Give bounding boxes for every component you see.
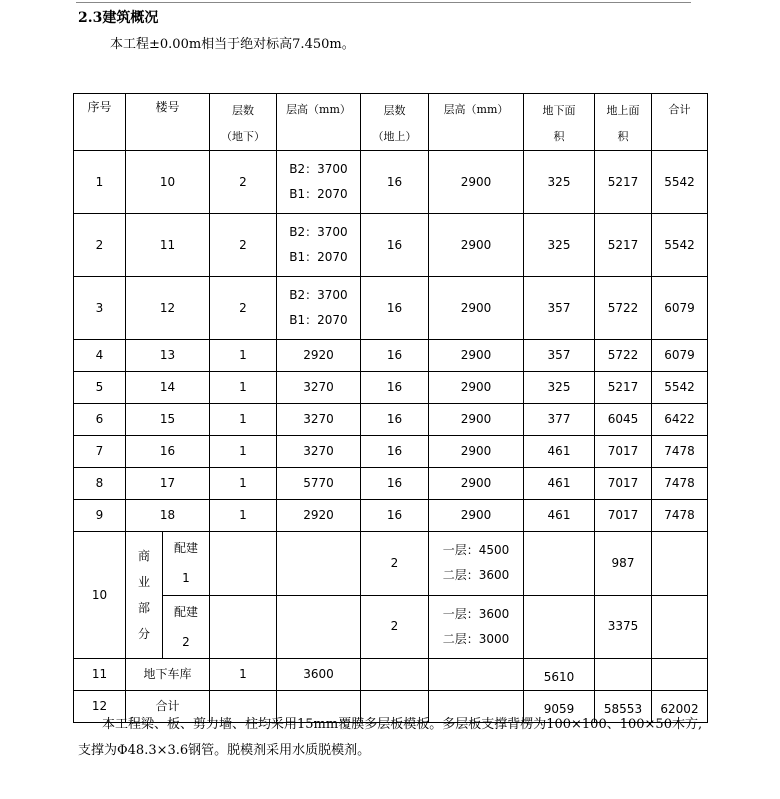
- cell-building: 17: [126, 468, 210, 500]
- description-paragraph: 本工程梁、板、剪力墙、柱均采用15mm覆膜多层板模板。多层板支撑背楞为100×100、100×50木方,支撑为Φ48.3×3.6钢管。脱模剂采用水质脱模剂。: [78, 717, 703, 758]
- cell-area-below: 377: [524, 404, 595, 436]
- table-row: [74, 151, 708, 214]
- cell-seq: 12: [74, 691, 126, 723]
- header-height-above: 层高（mm）: [429, 94, 524, 151]
- cell-height-above: 2900: [429, 436, 524, 468]
- cell-height-above: 2900: [429, 340, 524, 372]
- commercial-inner: [126, 532, 209, 658]
- cell-height-above: 2900: [429, 151, 524, 214]
- table-row: [74, 404, 708, 436]
- building-table: [73, 93, 708, 723]
- intro-text: 本工程±0.00m相当于绝对标高7.450m。: [110, 37, 355, 52]
- cell-area-above: 987: [595, 532, 652, 596]
- cell-area-above: 6045: [595, 404, 652, 436]
- cell-height-below: 2920: [277, 340, 361, 372]
- cell-floors-above: [361, 659, 429, 691]
- cell-floors-above: 16: [361, 214, 429, 277]
- header-floors-above: 层数 （地上）: [361, 94, 429, 151]
- table-row: [74, 468, 708, 500]
- cell-total: [652, 532, 708, 596]
- cell-building: 14: [126, 372, 210, 404]
- section-heading: 2.3建筑概况: [78, 10, 159, 26]
- cell-height-below: B2：3700 B1：2070: [277, 214, 361, 277]
- cell-total: 5542: [652, 372, 708, 404]
- header-seq: 序号: [74, 94, 126, 151]
- table-row-commercial-1: [74, 532, 708, 596]
- cell-seq: 10: [74, 532, 126, 659]
- cell-height-below: 3270: [277, 436, 361, 468]
- cell-area-below: 325: [524, 214, 595, 277]
- cell-floors-below: [210, 595, 277, 659]
- cell-height-below: 3600: [277, 659, 361, 691]
- cell-seq: 8: [74, 468, 126, 500]
- cell-seq: 6: [74, 404, 126, 436]
- cell-floors-below: 1: [210, 404, 277, 436]
- cell-total: [652, 595, 708, 659]
- cell-floors-above: 16: [361, 340, 429, 372]
- header-building: 楼号: [126, 94, 210, 151]
- cell-height-above: 一层：4500 二层：3600: [429, 532, 524, 596]
- cell-total: 6422: [652, 404, 708, 436]
- cell-floors-above: 16: [361, 500, 429, 532]
- cell-floors-below: 1: [210, 659, 277, 691]
- header-area-below: 地下面 积: [524, 94, 595, 151]
- cell-floors-above: 2: [361, 532, 429, 596]
- table-row: [74, 372, 708, 404]
- cell-floors-below: 2: [210, 277, 277, 340]
- cell-seq: 7: [74, 436, 126, 468]
- cell-floors-above: 16: [361, 372, 429, 404]
- table-row: [74, 500, 708, 532]
- commercial-sub1-name: 配建 1: [163, 532, 210, 595]
- cell-floors-above: 2: [361, 595, 429, 659]
- cell-floors-below: 1: [210, 468, 277, 500]
- cell-height-below: 5770: [277, 468, 361, 500]
- header-floors-below: 层数 （地下）: [210, 94, 277, 151]
- cell-height-below: B2：3700 B1：2070: [277, 151, 361, 214]
- cell-area-above: 7017: [595, 468, 652, 500]
- cell-commercial-group: [126, 532, 210, 659]
- cell-total: 7478: [652, 436, 708, 468]
- cell-building: 13: [126, 340, 210, 372]
- cell-seq: 11: [74, 659, 126, 691]
- cell-area-below: 5610: [524, 659, 595, 691]
- cell-building: 地下车库: [126, 659, 210, 691]
- cell-seq: 2: [74, 214, 126, 277]
- cell-area-below: 9059: [524, 691, 595, 723]
- cell-total: 7478: [652, 500, 708, 532]
- cell-height-below: 2920: [277, 500, 361, 532]
- cell-area-above: 5217: [595, 151, 652, 214]
- cell-area-below: 357: [524, 277, 595, 340]
- cell-seq: 3: [74, 277, 126, 340]
- cell-seq: 1: [74, 151, 126, 214]
- cell-height-above: 2900: [429, 372, 524, 404]
- cell-height-below: 3270: [277, 404, 361, 436]
- cell-floors-below: 1: [210, 340, 277, 372]
- cell-total: 62002: [652, 691, 708, 723]
- header-total: 合计: [652, 94, 708, 151]
- table-row: [74, 214, 708, 277]
- cell-height-above: 一层：3600 二层：3000: [429, 595, 524, 659]
- cell-height-below: [277, 532, 361, 596]
- cell-area-below: [524, 532, 595, 596]
- cell-height-above: 2900: [429, 277, 524, 340]
- cell-floors-above: 16: [361, 151, 429, 214]
- cell-area-below: 461: [524, 500, 595, 532]
- cell-floors-below: 1: [210, 372, 277, 404]
- cell-building: 16: [126, 436, 210, 468]
- cell-building: 15: [126, 404, 210, 436]
- cell-total: 6079: [652, 340, 708, 372]
- cell-floors-below: 2: [210, 214, 277, 277]
- cell-height-above: 2900: [429, 214, 524, 277]
- cell-area-above: 7017: [595, 436, 652, 468]
- table-row: [74, 340, 708, 372]
- cell-total: 6079: [652, 277, 708, 340]
- cell-seq: 4: [74, 340, 126, 372]
- cell-area-above: 5722: [595, 340, 652, 372]
- cell-floors-below: 1: [210, 436, 277, 468]
- table-row: [74, 277, 708, 340]
- cell-building: 11: [126, 214, 210, 277]
- cell-area-below: 461: [524, 468, 595, 500]
- table-row-garage: [74, 659, 708, 691]
- cell-area-above: 5217: [595, 214, 652, 277]
- cell-floors-below: 2: [210, 151, 277, 214]
- cell-total: 5542: [652, 151, 708, 214]
- cell-area-above: 58553: [595, 691, 652, 723]
- cell-floors-above: 16: [361, 404, 429, 436]
- cell-height-below: [277, 595, 361, 659]
- cell-floors-below: 1: [210, 500, 277, 532]
- commercial-sub2-name: 配建 2: [173, 604, 198, 649]
- header-area-above: 地上面 积: [595, 94, 652, 151]
- cell-area-above: 5722: [595, 277, 652, 340]
- cell-total: 7478: [652, 468, 708, 500]
- cell-area-below: 325: [524, 151, 595, 214]
- cell-area-above: 3375: [595, 595, 652, 659]
- cell-height-above: [429, 659, 524, 691]
- cell-floors-above: 16: [361, 436, 429, 468]
- table-row: [74, 436, 708, 468]
- cell-area-above: 5217: [595, 372, 652, 404]
- cell-area-below: 461: [524, 436, 595, 468]
- cell-height-below: B2：3700 B1：2070: [277, 277, 361, 340]
- cell-floors-above: 16: [361, 277, 429, 340]
- top-rule: [76, 2, 691, 3]
- cell-area-below: 325: [524, 372, 595, 404]
- cell-seq: 9: [74, 500, 126, 532]
- cell-area-above: [595, 659, 652, 691]
- header-height-below: 层高（mm）: [277, 94, 361, 151]
- header-row: [74, 94, 708, 151]
- cell-height-above: 2900: [429, 500, 524, 532]
- cell-total: [652, 659, 708, 691]
- commercial-label: 商 业 部 分: [126, 532, 163, 658]
- cell-seq: 5: [74, 372, 126, 404]
- cell-building: 18: [126, 500, 210, 532]
- cell-area-below: [524, 595, 595, 659]
- cell-building: 12: [126, 277, 210, 340]
- cell-floors-above: 16: [361, 468, 429, 500]
- cell-height-above: 2900: [429, 404, 524, 436]
- cell-area-above: 7017: [595, 500, 652, 532]
- cell-building: 合计: [126, 691, 210, 723]
- cell-height-above: 2900: [429, 468, 524, 500]
- cell-height-below: 3270: [277, 372, 361, 404]
- cell-building: 10: [126, 151, 210, 214]
- cell-area-below: 357: [524, 340, 595, 372]
- cell-total: 5542: [652, 214, 708, 277]
- cell-floors-below: [210, 532, 277, 596]
